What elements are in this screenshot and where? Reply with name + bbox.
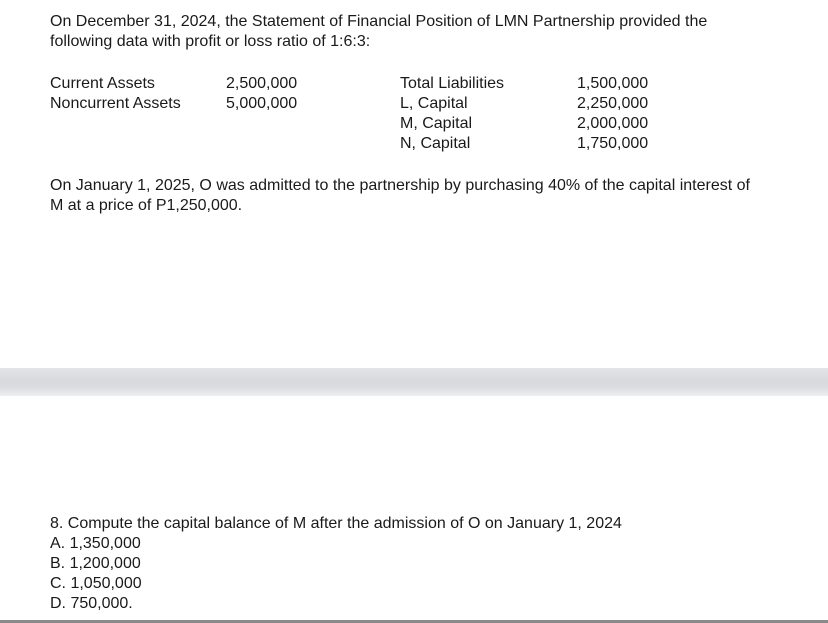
asset-value: 2,500,000 bbox=[226, 75, 298, 92]
liability-equity-value: 2,000,000 bbox=[577, 115, 649, 132]
liability-equity-value: 2,250,000 bbox=[577, 95, 649, 112]
asset-label: Noncurrent Assets bbox=[50, 95, 181, 112]
admission-line-2: M at a price of P1,250,000. bbox=[50, 197, 243, 214]
intro-line-1: On December 31, 2024, the Statement of Financial Position of LMN Partnership provided the bbox=[50, 13, 708, 30]
answer-option-a[interactable]: A. 1,350,000 bbox=[50, 535, 141, 552]
answer-option-c[interactable]: C. 1,050,000 bbox=[50, 575, 142, 592]
liability-equity-label: M, Capital bbox=[400, 115, 473, 132]
question-panel bbox=[0, 396, 828, 623]
asset-label: Current Assets bbox=[50, 75, 155, 92]
answer-option-b[interactable]: B. 1,200,000 bbox=[50, 555, 141, 572]
liability-equity-label: L, Capital bbox=[400, 95, 468, 112]
liability-equity-label: N, Capital bbox=[400, 135, 471, 152]
question-text: 8. Compute the capital balance of M after the admission of O on January 1, 2024 bbox=[50, 515, 622, 532]
asset-value: 5,000,000 bbox=[226, 95, 298, 112]
intro-line-2: following data with profit or loss ratio of 1:6:3: bbox=[50, 33, 371, 50]
liability-equity-value: 1,750,000 bbox=[577, 135, 649, 152]
admission-line-1: On January 1, 2025, O was admitted to the partnership by purchasing 40% of the capital interest of bbox=[50, 177, 750, 194]
liability-equity-label: Total Liabilities bbox=[400, 75, 505, 92]
liability-equity-value: 1,500,000 bbox=[577, 75, 649, 92]
section-divider bbox=[0, 368, 828, 396]
answer-option-d[interactable]: D. 750,000. bbox=[50, 595, 133, 612]
